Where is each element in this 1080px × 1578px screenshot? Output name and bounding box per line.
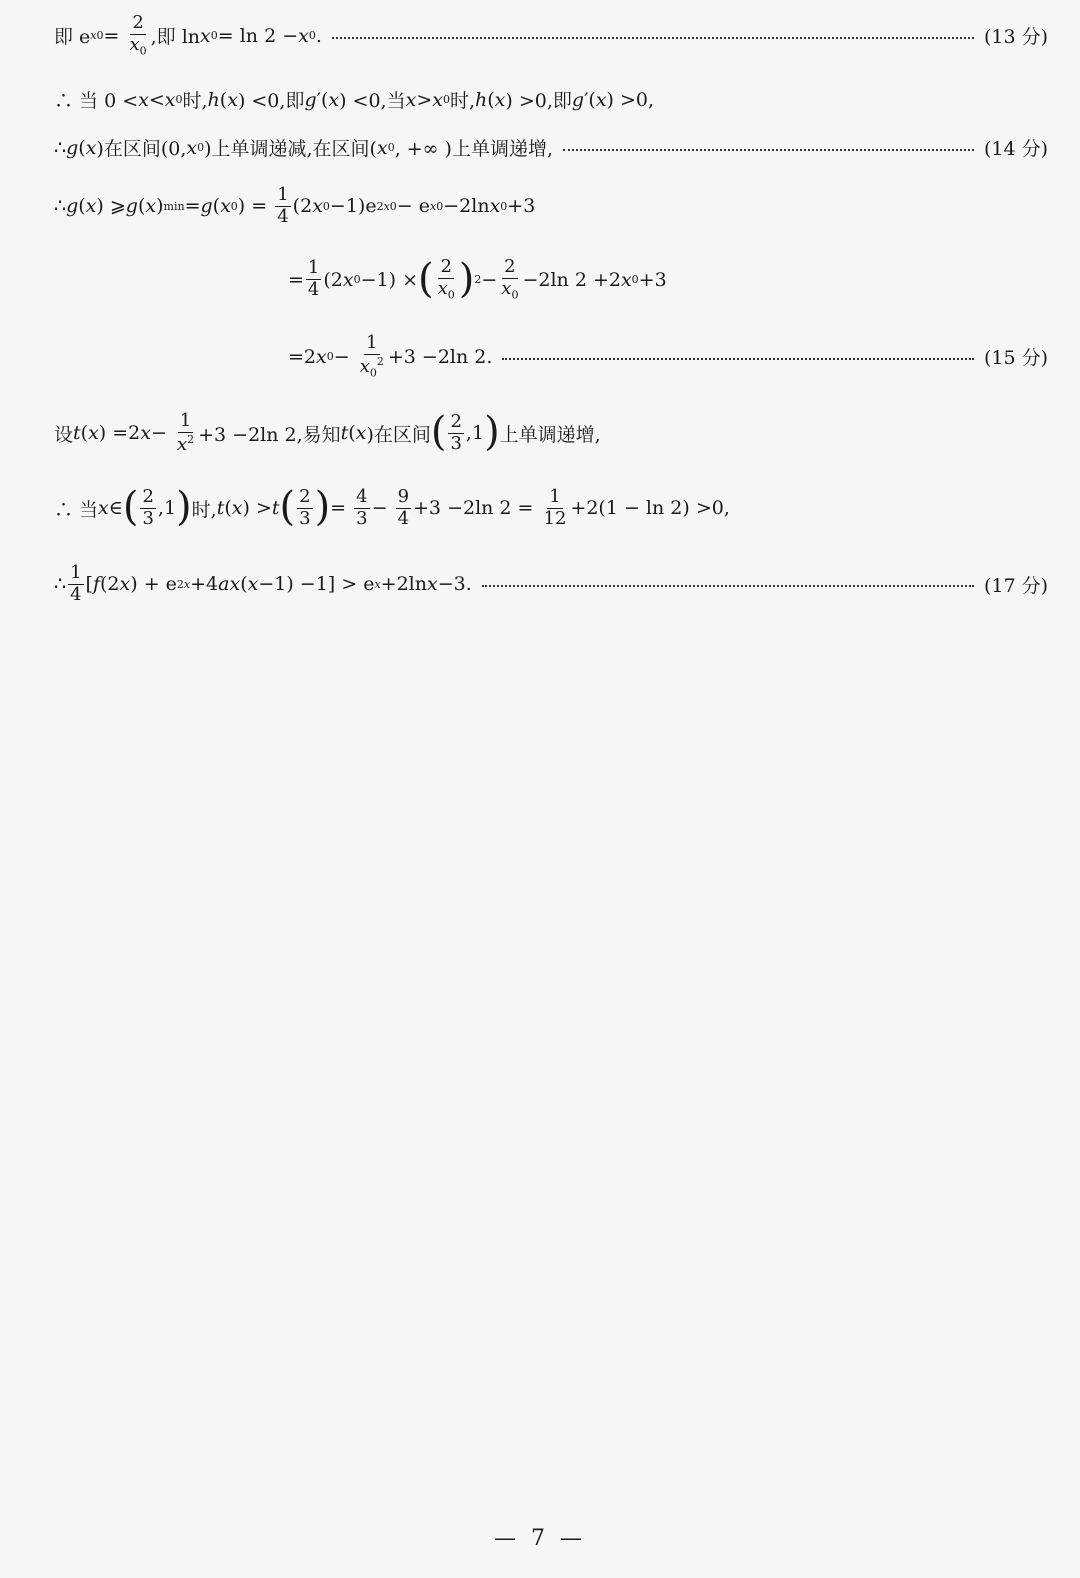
t-lower-bound: ∴ 当 x ∈ ( $\frac{2}{3}$ ,1 ) 时, t ( x ) > t ( $\frac{2}{3}$ ) = $\frac{4}{3}$ − $\frac{9}{4}$ +3 −2ln 2 = $\frac{1}{12}$ +2(1 − ln 2) >0,	[54, 484, 730, 531]
score-15: (15 分)	[983, 347, 1048, 370]
solution-line-2	[54, 86, 1048, 113]
leader-dots	[502, 358, 974, 360]
leader-dots	[482, 585, 974, 587]
substitution-step: = $\frac{1}{4}$ (2 x 0 −1) × ( $\frac{2}{x_0}$ ) 2 − $\frac{2}{x_0}$ −2ln 2 +2 x 0 +3	[288, 255, 667, 302]
simplified-result: =2 x 0 − $\frac{1}{x_0^2}$ +3 −2ln 2.	[288, 332, 493, 380]
sign-analysis: ∴ 当 0 < x < x 0 时, h ( x ) <0,即 g ′( x ) <0,当 x > x 0 时, h ( x ) >0,即 g ′( x ) >0,	[54, 88, 655, 112]
leader-dots	[332, 37, 974, 39]
monotonicity-statement: ∴ g ( x )在区间(0, x 0 )上单调递减,在区间( x 0 , +∞ )上单调递增,	[54, 136, 554, 160]
score-17: (17 分)	[983, 574, 1048, 597]
solution-line-3	[54, 134, 1048, 161]
page-number: — 7 —	[494, 1526, 586, 1551]
leader-dots	[563, 149, 974, 151]
formula-ex0: 即 e x0 = $\frac{2}{x_0}$ ,即 ln x 0 = ln 2 − x 0 .	[54, 12, 322, 58]
solution-line-4	[54, 186, 1048, 227]
solution-line-6	[288, 334, 1048, 379]
define-t-function: 设 t ( x ) =2 x − $\frac{1}{x^2}$ +3 −2ln 2,易知 t ( x )在区间 ( $\frac{2}{3}$ ,1 ) 上单调递增,	[54, 409, 601, 456]
solution-line-9	[54, 564, 1048, 605]
final-inequality: ∴ $\frac{1}{4}$ [ f (2 x ) + e 2x +4 ax ( x −1) −1] > e x +2ln x −3.	[54, 562, 472, 605]
score-13: (13 分)	[983, 26, 1048, 49]
solution-line-8	[54, 484, 1048, 531]
score-14: (14 分)	[983, 138, 1048, 160]
solution-line-5	[288, 255, 1048, 302]
solution-line-1	[54, 14, 1048, 57]
minimum-value-formula: ∴ g ( x ) ⩾ g ( x ) min = g ( x 0 ) = $\frac{1}{4}$ (2 x 0 −1)e 2x0 − e x0 −2ln x 0 +3	[54, 184, 536, 227]
solution-line-7	[54, 409, 1048, 456]
